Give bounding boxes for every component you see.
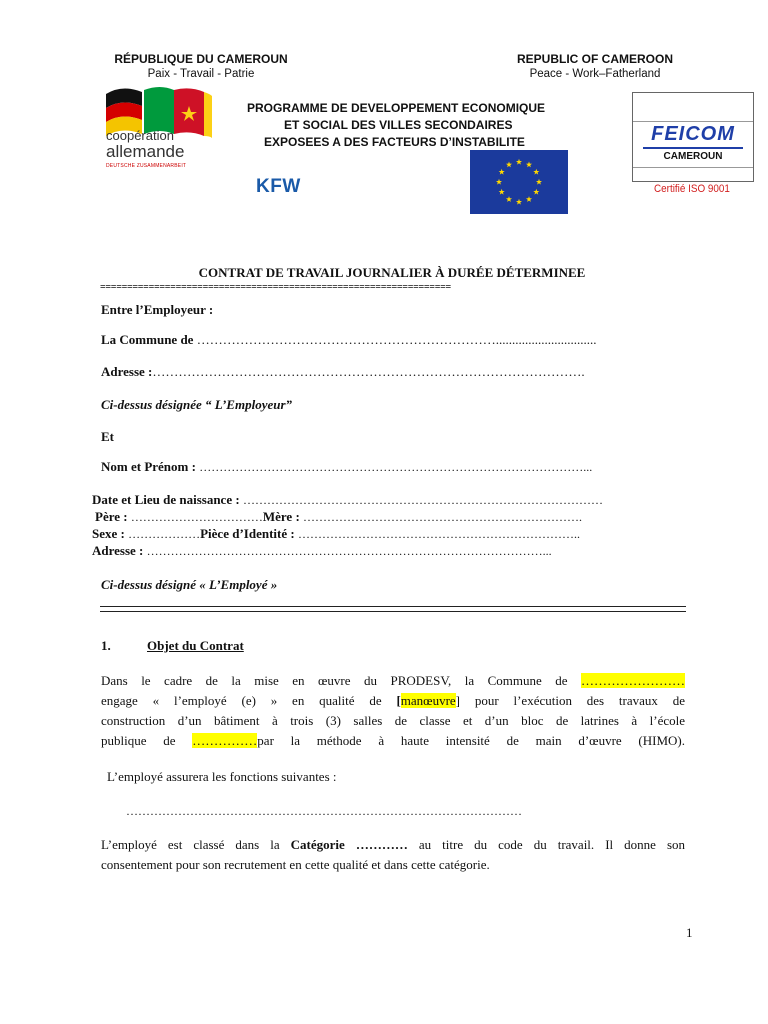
father-label: Père : — [95, 509, 128, 524]
coop-line2: allemande — [106, 142, 185, 161]
p1-text: par la méthode à haute intensité de main d’œuvre (HIMO). — [257, 733, 686, 748]
p3-text: au titre du code du travail. Il donne son — [418, 837, 686, 852]
title-separator: ================================================================= — [100, 282, 451, 293]
section-number: 1. — [101, 638, 111, 653]
cooperation-allemande-logo — [104, 84, 214, 176]
p3-text: L’employé est classé dans la — [101, 837, 280, 852]
mother-field[interactable]: ……………………………………………………………. — [303, 510, 583, 524]
sex-id-line — [92, 526, 682, 542]
name-field[interactable]: ……………………………………………………………………………………... — [199, 460, 593, 474]
category-field[interactable]: Catégorie ………… — [290, 837, 408, 852]
paragraph-3-line-2: consentement pour son recrutement en cette qualité et dans cette catégorie. — [101, 857, 490, 872]
paragraph-1-line-3: construction d’un bâtiment à trois (3) salles de classe et d’un bloc de latrines à l’école — [101, 713, 685, 728]
programme-line-1: PROGRAMME DE DEVELOPPEMENT ECONOMIQUE — [247, 101, 546, 115]
birth-line — [92, 492, 682, 508]
commune-label: La Commune de — [101, 332, 194, 347]
eu-star-icon — [499, 169, 505, 175]
kfw-logo — [256, 176, 306, 200]
page-number: 1 — [686, 925, 693, 940]
mother-label: Mère : — [262, 509, 300, 524]
and-connector: Et — [101, 429, 114, 444]
birth-field[interactable]: ……………………………………………………………………………… — [242, 493, 603, 507]
p1-text: ] pour l’exécution des travaux de — [455, 693, 686, 708]
commune-line — [101, 332, 681, 348]
name-label: Nom et Prénom : — [101, 459, 196, 474]
sex-field[interactable]: ……………… — [128, 527, 201, 541]
eu-star-icon — [516, 199, 522, 205]
address-label: Adresse : — [101, 364, 153, 379]
feicom-logo-text: FEICOM — [651, 123, 735, 145]
eu-star-icon — [533, 189, 539, 195]
eu-flag-icon — [470, 150, 568, 214]
name-line — [101, 459, 681, 475]
coop-line1: coopération — [106, 128, 174, 143]
father-field[interactable]: …………………………… — [130, 510, 263, 524]
eu-star-icon — [533, 169, 539, 175]
functions-intro: L’employé assurera les fonctions suivantes : — [107, 769, 337, 784]
p1-text: Dans le cadre de la mise en œuvre du PRODESV, la Commune de — [101, 673, 568, 688]
section-heading: Objet du Contrat — [147, 638, 244, 653]
motto-fr: Paix - Travail - Patrie — [147, 68, 255, 80]
feicom-logo — [632, 92, 754, 182]
employer-intro: Entre l’Employeur : — [101, 302, 214, 317]
eu-stars-graphic — [470, 150, 568, 214]
parents-line — [95, 509, 685, 525]
job-title-field[interactable]: manœuvre — [400, 693, 456, 708]
eu-star-icon — [536, 179, 542, 185]
programme-line-2: ET SOCIAL DES VILLES SECONDAIRES — [284, 118, 513, 132]
coop-line3: DEUTSCHE ZUSAMMENARBEIT — [106, 163, 187, 169]
paragraph-1-line-4 — [101, 733, 685, 749]
republic-title-en: REPUBLIC OF CAMEROON — [517, 52, 673, 66]
eu-star-icon — [506, 161, 512, 167]
eu-star-icon — [496, 179, 502, 185]
commune-field[interactable]: ……………………………………………………………............................... — [196, 332, 597, 347]
paragraph-3-line-1 — [101, 837, 685, 853]
functions-field[interactable]: ……………………………………………………………………………………… — [126, 804, 522, 818]
p1-text: publique de — [101, 733, 176, 748]
paragraph-1-line-2 — [101, 693, 685, 709]
id-field[interactable]: …………………………………………………………….. — [297, 527, 580, 541]
school-name-field[interactable]: …………… — [192, 733, 258, 748]
eu-star-icon — [499, 189, 505, 195]
eu-star-icon — [526, 161, 532, 167]
feicom-cameroun-text: CAMEROUN — [663, 151, 723, 162]
republic-title-fr: RÉPUBLIQUE DU CAMEROUN — [114, 52, 288, 66]
address2-field[interactable]: ………………………………………………………………………………………... — [146, 544, 552, 558]
eu-star-icon — [516, 159, 522, 165]
p1-text: engage « l’employé (e) » en qualité de — [101, 693, 382, 708]
eu-star-icon — [526, 196, 532, 202]
address-field[interactable]: ………………………………………………………………………………………. — [152, 364, 585, 379]
contract-title: CONTRAT DE TRAVAIL JOURNALIER À DURÉE DÉTERMINEE — [198, 265, 586, 280]
sex-label: Sexe : — [92, 526, 125, 541]
address-line — [101, 364, 681, 380]
birth-label: Date et Lieu de naissance : — [92, 492, 240, 507]
eu-star-icon — [506, 196, 512, 202]
iso-certification: Certifié ISO 9001 — [654, 183, 730, 195]
address2-label: Adresse : — [92, 543, 144, 558]
motto-en: Peace - Work–Fatherland — [529, 68, 661, 80]
paragraph-1-line-1 — [101, 673, 685, 689]
address2-line — [92, 543, 682, 559]
employer-designation: Ci-dessus désignée “ L’Employeur” — [101, 397, 293, 412]
double-rule — [100, 606, 686, 612]
kfw-logo-text: KFW — [256, 176, 301, 197]
commune-name-field[interactable]: …………………… — [581, 673, 686, 688]
programme-line-3: EXPOSEES A DES FACTEURS D’INSTABILITE — [264, 135, 525, 149]
bracket-open: [ — [396, 693, 401, 708]
employee-designation: Ci-dessus désigné « L’Employé » — [101, 577, 278, 592]
id-label: Pièce d’Identité : — [200, 526, 295, 541]
